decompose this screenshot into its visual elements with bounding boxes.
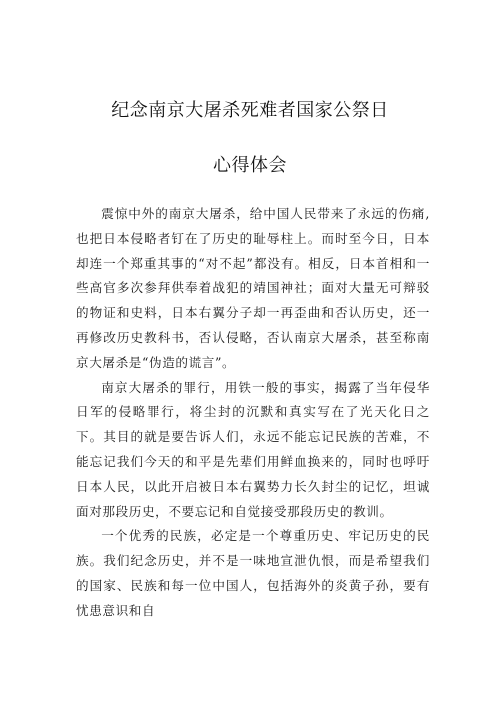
document-title: 纪念南京大屠杀死难者国家公祭日: [111, 100, 389, 121]
document-body: [76, 202, 430, 624]
paragraph: 一个优秀的民族，必定是一个尊重历史、牢记历史的民族。我们纪念历史，并不是一味地宣泄仇恨，而是希望我们的国家、民族和每一位中国人，包括海外的炎黄子孙，要有忧患意识和自: [76, 528, 430, 618]
document-subtitle: 心得体会: [213, 155, 287, 176]
paragraph: 南京大屠杀的罪行，用铁一般的事实，揭露了当年侵华日军的侵略罪行，将尘封的沉默和真实写在了光天化日之下。其目的就是要告诉人们，永远不能忘记民族的苦难，不能忘记我们今天的和平是先辈们用鲜血换来的，同时也呼吁日本人民，以此开启被日本右翼势力长久封尘的记忆，坦诚面对那段历史，不要忘记和自觉接受那段历史的教训。: [76, 379, 430, 519]
paragraph: 震惊中外的南京大屠杀，给中国人民带来了永远的伤痛,也把日本侵略者钉在了历史的耻辱柱上。而时至今日，日本却连一个郑重其事的“对不起”都没有。相反，日本首相和一些高官多次参拜供奉着战犯的靖国神社；面对大量无可辩驳的物证和史料，日本右翼分子却一再歪曲和否认历史，还一再修改历史教科书，否认侵略，否认南京大屠杀，甚至称南京大屠杀是“伪造的谎言”。: [76, 206, 430, 370]
